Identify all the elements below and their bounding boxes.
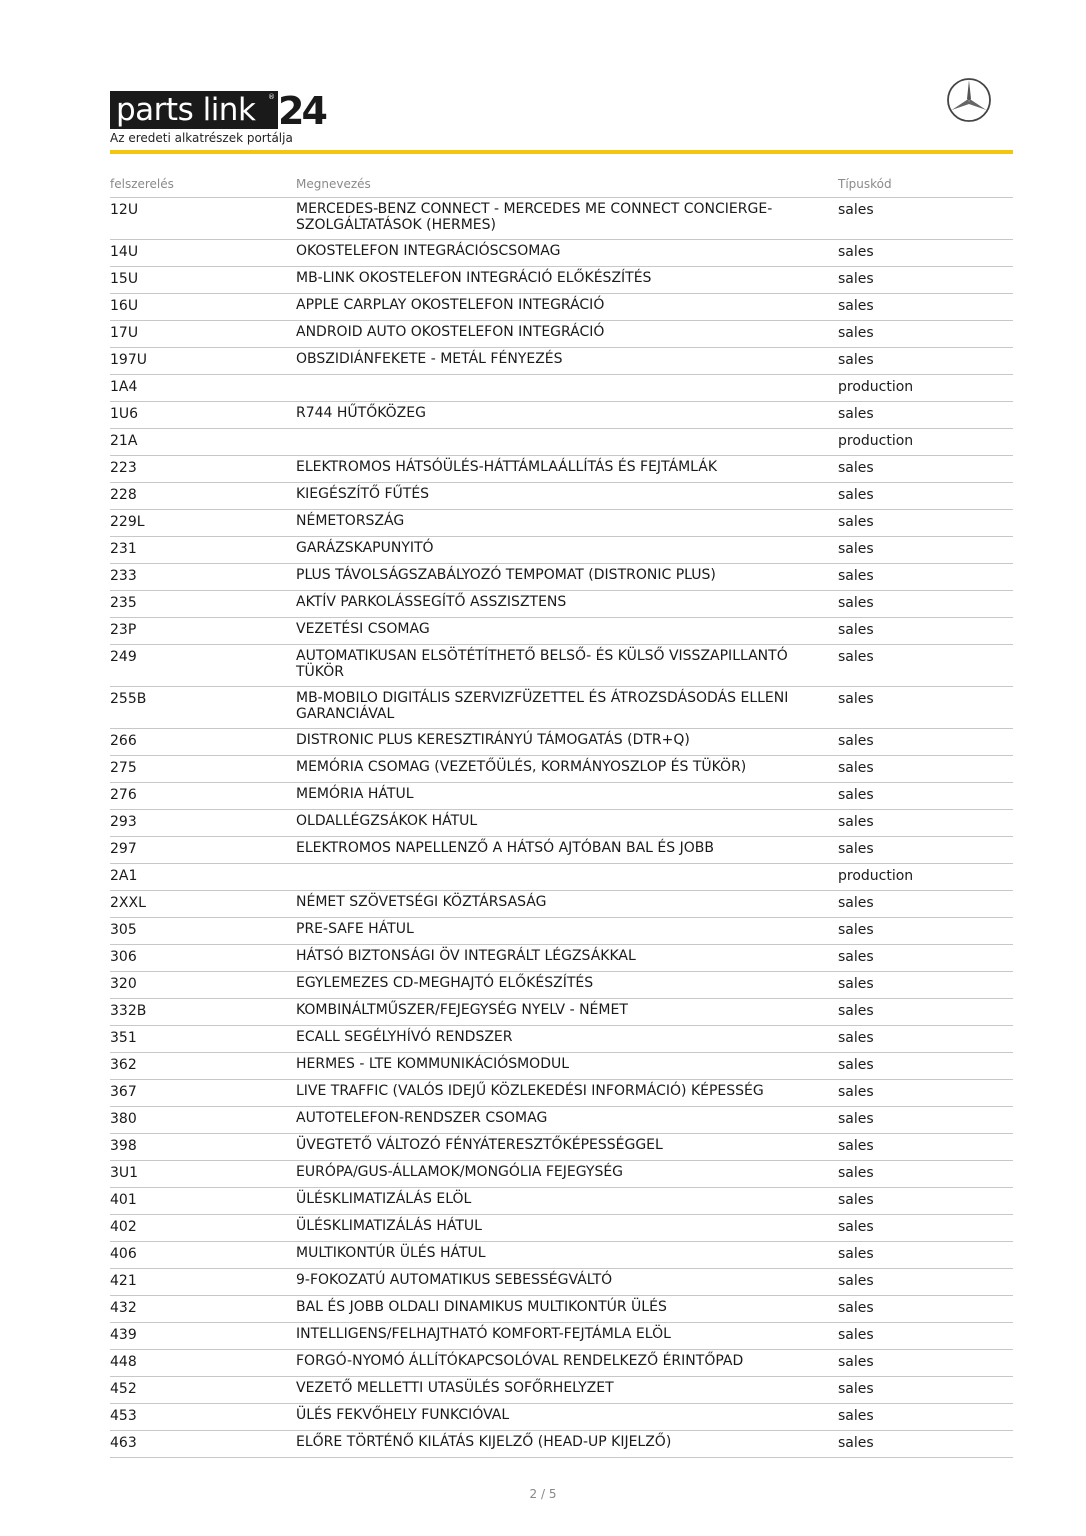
cell-type: sales	[838, 1030, 874, 1046]
table-row	[110, 687, 1013, 729]
table-row	[110, 591, 1013, 618]
table-row	[110, 1350, 1013, 1377]
table-row	[110, 1242, 1013, 1269]
cell-code: 432	[110, 1300, 137, 1316]
cell-type: sales	[838, 406, 874, 422]
cell-type: sales	[838, 1219, 874, 1235]
cell-code: 228	[110, 487, 137, 503]
cell-name	[296, 429, 838, 455]
table-row	[110, 945, 1013, 972]
table-row	[110, 1377, 1013, 1404]
cell-type: sales	[838, 244, 874, 260]
table-row	[110, 198, 1013, 240]
cell-type: sales	[838, 568, 874, 584]
cell-name: ANDROID AUTO OKOSTELEFON INTEGRÁCIÓ	[296, 324, 605, 340]
cell-code: 401	[110, 1192, 137, 1208]
cell-name: GARÁZSKAPUNYITÓ	[296, 540, 434, 556]
cell-code: 463	[110, 1435, 137, 1451]
cell-type: sales	[838, 691, 874, 707]
cell-name: MB-MOBILO DIGITÁLIS SZERVIZFÜZETTEL ÉS ÁTROZSDÁSODÁS ELLENI GARANCIÁVAL	[296, 690, 789, 722]
cell-name: R744 HŰTŐKÖZEG	[296, 405, 426, 421]
cell-type: sales	[838, 1165, 874, 1181]
cell-code: 452	[110, 1381, 137, 1397]
cell-type: sales	[838, 595, 874, 611]
table-row	[110, 918, 1013, 945]
cell-name: ELEKTROMOS NAPELLENZŐ A HÁTSÓ AJTÓBAN BAL ÉS JOBB	[296, 840, 714, 856]
cell-type: sales	[838, 298, 874, 314]
cell-type: sales	[838, 487, 874, 503]
cell-code: 1A4	[110, 379, 138, 395]
cell-name: PLUS TÁVOLSÁGSZABÁLYOZÓ TEMPOMAT (DISTRONIC PLUS)	[296, 567, 716, 583]
table-row	[110, 1161, 1013, 1188]
cell-type: sales	[838, 949, 874, 965]
mercedes-star-icon	[946, 77, 992, 123]
header-accent-rule	[110, 150, 1013, 154]
table-row	[110, 1134, 1013, 1161]
cell-name: EURÓPA/GUS-ÁLLAMOK/MONGÓLIA FEJEGYSÉG	[296, 1164, 624, 1180]
cell-type: sales	[838, 1408, 874, 1424]
table-row	[110, 240, 1013, 267]
cell-type: sales	[838, 1381, 874, 1397]
table-row	[110, 456, 1013, 483]
table-row	[110, 1080, 1013, 1107]
table-body	[110, 198, 1013, 1458]
cell-code: 233	[110, 568, 137, 584]
cell-type: sales	[838, 1111, 874, 1127]
cell-type: sales	[838, 460, 874, 476]
cell-code: 453	[110, 1408, 137, 1424]
cell-name: HÁTSÓ BIZTONSÁGI ÖV INTEGRÁLT LÉGZSÁKKAL	[296, 948, 636, 964]
table-row	[110, 429, 1013, 456]
table-row	[110, 1296, 1013, 1323]
table-row	[110, 1323, 1013, 1350]
cell-name: ECALL SEGÉLYHÍVÓ RENDSZER	[296, 1029, 513, 1045]
cell-code: 12U	[110, 202, 139, 218]
cell-name: NÉMET SZÖVETSÉGI KÖZTÁRSASÁG	[296, 894, 547, 910]
cell-code: 231	[110, 541, 137, 557]
table-row	[110, 510, 1013, 537]
cell-code: 362	[110, 1057, 137, 1073]
cell-name: INTELLIGENS/FELHAJTHATÓ KOMFORT-FEJTÁMLA ELÖL	[296, 1326, 671, 1342]
cell-code: 2XXL	[110, 895, 146, 911]
table-row	[110, 999, 1013, 1026]
cell-type: sales	[838, 325, 874, 341]
cell-code: 235	[110, 595, 137, 611]
cell-type: sales	[838, 1354, 874, 1370]
cell-code: 275	[110, 760, 137, 776]
cell-name: PRE-SAFE HÁTUL	[296, 921, 414, 937]
table-row	[110, 1188, 1013, 1215]
table-row	[110, 645, 1013, 687]
column-header-type: Típuskód	[838, 177, 892, 191]
cell-name: AUTOMATIKUSAN ELSÖTÉTÍTHETŐ BELSŐ- ÉS KÜLSŐ VISSZAPILLANTÓ TÜKÖR	[296, 648, 788, 680]
cell-name: ÜLÉSKLIMATIZÁLÁS HÁTUL	[296, 1218, 482, 1234]
logo-tagline: Az eredeti alkatrészek portálja	[110, 131, 293, 145]
table-row	[110, 1215, 1013, 1242]
cell-code: 255B	[110, 691, 147, 707]
cell-name: ÜVEGTETŐ VÁLTOZÓ FÉNYÁTERESZTŐKÉPESSÉGGEL	[296, 1137, 663, 1153]
table-row	[110, 891, 1013, 918]
table-row	[110, 1026, 1013, 1053]
table-row	[110, 1269, 1013, 1296]
cell-type: sales	[838, 733, 874, 749]
cell-name: ELEKTROMOS HÁTSÓÜLÉS-HÁTTÁMLAÁLLÍTÁS ÉS FEJTÁMLÁK	[296, 459, 718, 475]
cell-type: sales	[838, 760, 874, 776]
table-row	[110, 1053, 1013, 1080]
table-row	[110, 294, 1013, 321]
table-row	[110, 864, 1013, 891]
cell-type: sales	[838, 352, 874, 368]
cell-type: sales	[838, 1057, 874, 1073]
table-row	[110, 375, 1013, 402]
table-row	[110, 618, 1013, 645]
cell-code: 249	[110, 649, 137, 665]
cell-code: 367	[110, 1084, 137, 1100]
cell-code: 305	[110, 922, 137, 938]
table-row	[110, 321, 1013, 348]
cell-code: 14U	[110, 244, 139, 260]
cell-type: sales	[838, 1273, 874, 1289]
cell-code: 421	[110, 1273, 137, 1289]
table-row	[110, 1404, 1013, 1431]
cell-type: sales	[838, 1327, 874, 1343]
cell-name: KIEGÉSZÍTŐ FŰTÉS	[296, 486, 430, 502]
cell-name: EGYLEMEZES CD-MEGHAJTÓ ELŐKÉSZÍTÉS	[296, 975, 594, 991]
logo-registered-mark: ®	[268, 93, 275, 101]
table-row	[110, 756, 1013, 783]
cell-code: 23P	[110, 622, 137, 638]
cell-code: 406	[110, 1246, 137, 1262]
cell-name: ELŐRE TÖRTÉNŐ KILÁTÁS KIJELZŐ (HEAD-UP KIJELZŐ)	[296, 1434, 672, 1450]
cell-type: sales	[838, 1138, 874, 1154]
table-row	[110, 564, 1013, 591]
cell-code: 276	[110, 787, 137, 803]
cell-name: FORGÓ-NYOMÓ ÁLLÍTÓKAPCSOLÓVAL RENDELKEZŐ ÉRINTŐPAD	[296, 1353, 744, 1369]
cell-code: 223	[110, 460, 137, 476]
cell-type: production	[838, 379, 914, 395]
cell-type: sales	[838, 202, 874, 218]
cell-code: 229L	[110, 514, 145, 530]
cell-name: APPLE CARPLAY OKOSTELEFON INTEGRÁCIÓ	[296, 297, 605, 313]
cell-type: sales	[838, 649, 874, 665]
cell-name: OKOSTELEFON INTEGRÁCIÓSCSOMAG	[296, 243, 561, 259]
cell-code: 21A	[110, 433, 138, 449]
table-row	[110, 810, 1013, 837]
table-row	[110, 348, 1013, 375]
cell-code: 439	[110, 1327, 137, 1343]
table-row	[110, 267, 1013, 294]
cell-name: MB-LINK OKOSTELEFON INTEGRÁCIÓ ELŐKÉSZÍTÉS	[296, 270, 652, 286]
cell-name: LIVE TRAFFIC (VALÓS IDEJŰ KÖZLEKEDÉSI INFORMÁCIÓ) KÉPESSÉG	[296, 1083, 764, 1099]
cell-type: sales	[838, 1192, 874, 1208]
cell-name: NÉMETORSZÁG	[296, 513, 405, 529]
column-header-name: Megnevezés	[296, 177, 371, 191]
table-row	[110, 783, 1013, 810]
table-header	[110, 175, 1013, 198]
cell-name: AUTOTELEFON-RENDSZER CSOMAG	[296, 1110, 548, 1126]
cell-type: sales	[838, 1084, 874, 1100]
logo-wordmark: parts link	[110, 91, 278, 129]
cell-type: sales	[838, 541, 874, 557]
cell-name: ÜLÉSKLIMATIZÁLÁS ELÖL	[296, 1191, 472, 1207]
cell-name: OLDALLÉGZSÁKOK HÁTUL	[296, 813, 478, 829]
cell-type: sales	[838, 787, 874, 803]
cell-name: VEZETŐ MELLETTI UTASÜLÉS SOFŐRHELYZET	[296, 1380, 614, 1396]
table-row	[110, 972, 1013, 999]
cell-name: MULTIKONTÚR ÜLÉS HÁTUL	[296, 1245, 486, 1261]
cell-type: production	[838, 868, 914, 884]
column-header-code: felszerelés	[110, 177, 174, 191]
equipment-table	[110, 175, 1013, 1458]
cell-type: sales	[838, 514, 874, 530]
cell-name: 9-FOKOZATÚ AUTOMATIKUS SEBESSÉGVÁLTÓ	[296, 1272, 613, 1288]
cell-name: OBSZIDIÁNFEKETE - METÁL FÉNYEZÉS	[296, 351, 563, 367]
logo-number: 24	[278, 89, 325, 133]
page-number: 2 / 5	[529, 1487, 557, 1501]
cell-type: sales	[838, 1300, 874, 1316]
table-row	[110, 1431, 1013, 1458]
cell-code: 297	[110, 841, 137, 857]
cell-type: sales	[838, 976, 874, 992]
cell-code: 306	[110, 949, 137, 965]
cell-type: sales	[838, 922, 874, 938]
cell-name: MERCEDES-BENZ CONNECT - MERCEDES ME CONNECT CONCIERGE-SZOLGÁLTATÁSOK (HERMES)	[296, 201, 773, 233]
cell-code: 380	[110, 1111, 137, 1127]
cell-code: 16U	[110, 298, 139, 314]
cell-code: 197U	[110, 352, 147, 368]
table-row	[110, 402, 1013, 429]
cell-name: BAL ÉS JOBB OLDALI DINAMIKUS MULTIKONTÚR ÜLÉS	[296, 1299, 667, 1315]
cell-name: VEZETÉSI CSOMAG	[296, 621, 430, 637]
cell-code: 398	[110, 1138, 137, 1154]
cell-type: sales	[838, 895, 874, 911]
cell-name: AKTÍV PARKOLÁSSEGÍTŐ ASSZISZTENS	[296, 594, 567, 610]
cell-name	[296, 375, 838, 401]
cell-code: 266	[110, 733, 137, 749]
cell-type: production	[838, 433, 914, 449]
cell-code: 17U	[110, 325, 139, 341]
table-row	[110, 1107, 1013, 1134]
partslink24-logo	[110, 91, 332, 131]
cell-name: MEMÓRIA HÁTUL	[296, 786, 414, 802]
cell-name	[296, 864, 838, 890]
cell-name: HERMES - LTE KOMMUNIKÁCIÓSMODUL	[296, 1056, 570, 1072]
cell-code: 2A1	[110, 868, 138, 884]
cell-code: 15U	[110, 271, 139, 287]
cell-code: 3U1	[110, 1165, 139, 1181]
cell-type: sales	[838, 1003, 874, 1019]
cell-code: 332B	[110, 1003, 147, 1019]
table-row	[110, 483, 1013, 510]
cell-type: sales	[838, 622, 874, 638]
cell-type: sales	[838, 841, 874, 857]
table-row	[110, 837, 1013, 864]
cell-code: 351	[110, 1030, 137, 1046]
cell-code: 1U6	[110, 406, 139, 422]
cell-type: sales	[838, 1435, 874, 1451]
table-row	[110, 537, 1013, 564]
cell-type: sales	[838, 1246, 874, 1262]
cell-name: KOMBINÁLTMŰSZER/FEJEGYSÉG NYELV - NÉMET	[296, 1002, 628, 1018]
cell-type: sales	[838, 814, 874, 830]
cell-code: 402	[110, 1219, 137, 1235]
cell-code: 293	[110, 814, 137, 830]
cell-name: MEMÓRIA CSOMAG (VEZETŐÜLÉS, KORMÁNYOSZLOP ÉS TÜKÖR)	[296, 759, 747, 775]
cell-code: 320	[110, 976, 137, 992]
cell-code: 448	[110, 1354, 137, 1370]
table-row	[110, 729, 1013, 756]
cell-type: sales	[838, 271, 874, 287]
cell-name: DISTRONIC PLUS KERESZTIRÁNYÚ TÁMOGATÁS (DTR+Q)	[296, 732, 690, 748]
cell-name: ÜLÉS FEKVŐHELY FUNKCIÓVAL	[296, 1407, 510, 1423]
